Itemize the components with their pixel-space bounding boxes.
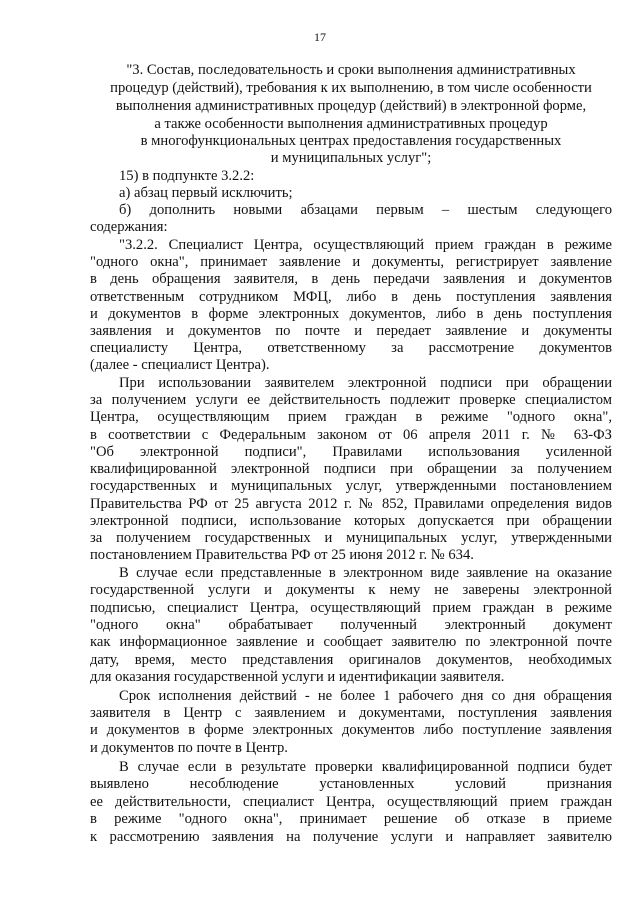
text-line: в соответствии с Федеральным законом от 06 апреля 2011 г. № 63-ФЗ	[90, 427, 612, 443]
text-line: и документов в форме электронных документов, либо в день поступления	[90, 306, 612, 322]
text-line: государственной услуги и документы к нему не заверены электронной	[90, 582, 612, 598]
page-number: 17	[314, 30, 326, 44]
section-heading-line: процедур (действий), требования к их выполнению, в том числе особенности	[110, 80, 592, 96]
text-line: дату, время, место представления оригиналов документов, необходимых	[90, 652, 612, 668]
text-line: "3.2.2. Специалист Центра, осуществляющий прием граждан в режиме	[119, 237, 612, 253]
text-line: к рассмотрению заявления на получение услуги и направляет заявителю	[90, 829, 612, 845]
text-line: в режиме "одного окна", принимает решение об отказе в приеме	[90, 811, 612, 827]
text-line: В случае если в результате проверки квалифицированной подписи будет	[119, 759, 612, 775]
text-line: содержания:	[90, 219, 168, 235]
text-line: заявления и документов по почте и передает заявление и документы	[90, 323, 612, 339]
text-line: электронной подписи, использование которых допускается при обращении	[90, 513, 612, 529]
text-line: а) абзац первый исключить;	[119, 185, 293, 201]
text-line: государственных и муниципальных услуг, утвержденными постановлением	[90, 478, 612, 494]
section-heading-line: выполнения административных процедур (действий) в электронной форме,	[115, 98, 587, 114]
text-line: в день обращения заявителя, в день передачи заявления и документов	[90, 271, 612, 287]
text-line: заявителя в Центр с заявлением и документами, поступления заявления	[90, 705, 612, 721]
text-line: для оказания государственной услуги и идентификации заявителя.	[90, 669, 505, 685]
text-line: б) дополнить новыми абзацами первым – шестым следующего	[119, 202, 612, 218]
text-line: и документов в форме электронных документов либо поступление заявления	[90, 722, 612, 738]
section-heading-line: а также особенности выполнения административных процедур	[154, 116, 548, 132]
text-line: выявлено несоблюдение установленных условий признания	[90, 776, 612, 792]
text-line: (далее - специалист Центра).	[90, 357, 270, 373]
text-line: ее действительности, специалист Центра, осуществляющий прием граждан	[90, 794, 612, 810]
text-line: "одного окна" обрабатывает полученный электронный документ	[90, 617, 612, 633]
text-line: квалифицированной электронной подписи при обращении за получением	[90, 461, 612, 477]
text-line: 15) в подпункте 3.2.2:	[119, 168, 255, 184]
section-heading-line: в многофункциональных центрах предоставления государственных	[140, 133, 562, 149]
text-line: постановлением Правительства РФ от 25 июня 2012 г. № 634.	[90, 547, 474, 563]
text-line: и документов по почте в Центр.	[90, 740, 288, 756]
text-line: Срок исполнения действий - не более 1 рабочего дня со дня обращения	[119, 688, 612, 704]
text-line: Правительства РФ от 25 августа 2012 г. № 852, Правилами определения видов	[90, 496, 612, 512]
text-line: "одного окна", принимает заявление и документы, регистрирует заявление	[90, 254, 612, 270]
text-line: В случае если представленные в электронном виде заявление на оказание	[119, 565, 612, 581]
text-line: Центра, осуществляющим прием граждан в режиме "одного окна",	[90, 409, 612, 425]
text-line: за получением услуги ее действительность подлежит проверке специалистом	[90, 392, 612, 408]
text-line: При использовании заявителем электронной подписи при обращении	[119, 375, 612, 391]
text-line: ответственным сотрудником МФЦ, либо в день поступления заявления	[90, 289, 612, 305]
section-heading-line: "3. Состав, последовательность и сроки выполнения административных	[126, 62, 576, 78]
text-line: "Об электронной подписи", Правилами использования усиленной	[90, 444, 612, 460]
text-line: за получением государственных и муниципальных услуг, утвержденными	[90, 530, 612, 546]
text-line: специалисту Центра, ответственному за рассмотрение документов	[90, 340, 612, 356]
section-heading-line: и муниципальных услуг";	[270, 150, 432, 166]
text-line: подписью, специалист Центра, осуществляющий прием граждан в режиме	[90, 600, 612, 616]
text-line: как информационное заявление и сообщает заявителю по электронной почте	[90, 634, 612, 650]
